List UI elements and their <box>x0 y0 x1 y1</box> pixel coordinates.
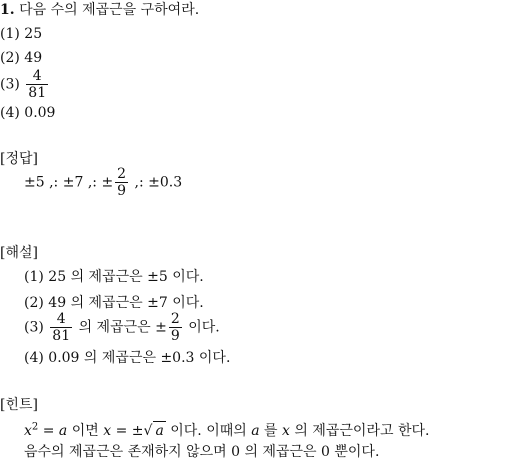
hint-line-2: 음수의 제곱근은 존재하지 않으며 0 의 제곱근은 0 뿐이다. <box>24 444 380 460</box>
math-var: x <box>282 423 290 439</box>
math-op: = ± <box>111 423 144 439</box>
line-result: ±0.3 <box>160 350 195 366</box>
fraction-numerator: 4 <box>26 68 48 85</box>
hint-text: 를 <box>259 423 283 439</box>
line-middle: 의 제곱근은 <box>78 319 151 336</box>
fraction <box>26 68 48 101</box>
problem-title-line <box>0 1 199 19</box>
math-var: a <box>155 423 164 439</box>
explanation-line-3 <box>24 311 220 344</box>
line-result: ±7 <box>147 295 168 311</box>
fraction-numerator: 2 <box>117 166 127 182</box>
answer-3-fraction <box>115 166 128 199</box>
answer-sep: ,: <box>87 174 97 191</box>
line-middle: 의 제곱근은 <box>70 269 143 285</box>
item-value: 25 <box>24 26 43 42</box>
line-middle: 의 제곱근은 <box>70 295 143 311</box>
explanation-line-2 <box>24 294 204 312</box>
answer-sep: ,: <box>49 174 59 191</box>
fraction-denominator: 9 <box>170 328 180 344</box>
fraction-denominator: 81 <box>52 328 71 344</box>
problem-number: 1. <box>0 2 15 18</box>
hint-text: 의 제곱근이라고 한다. <box>289 423 430 439</box>
math-var: x <box>103 423 112 439</box>
line-end: 이다. <box>172 269 204 285</box>
sqrt-icon: √ <box>143 423 153 439</box>
hint-line-1 <box>24 421 429 440</box>
hint-text: 이면 <box>67 423 104 439</box>
line-value: 0.09 <box>48 350 80 366</box>
line-label: (4) <box>24 350 44 366</box>
math-var: a <box>251 423 260 439</box>
line-middle: 의 제곱근은 <box>83 350 156 366</box>
problem-item-3 <box>0 68 50 101</box>
answer-sep: ,: <box>134 174 144 191</box>
fraction-numerator: 2 <box>170 311 180 327</box>
line-end: 이다. <box>172 295 204 311</box>
answer-line <box>24 166 182 199</box>
answer-2: ±7 <box>62 174 84 191</box>
line-value: 25 <box>48 269 67 285</box>
explanation-line-1 <box>24 268 204 286</box>
fraction-numerator: 4 <box>50 311 72 328</box>
math-var: a <box>58 423 68 439</box>
sqrt-radicand <box>153 421 165 440</box>
problem-item-1 <box>0 25 42 43</box>
answer-3-sign: ± <box>101 174 114 191</box>
math-op: = <box>38 423 59 439</box>
fraction-denominator: 9 <box>117 183 127 199</box>
explanation-line-4 <box>24 349 230 367</box>
answer-1: ±5 <box>24 174 45 191</box>
line-end: 이다. <box>198 350 231 366</box>
fraction <box>50 311 72 344</box>
problem-title: 다음 수의 제곱근을 구하여라. <box>19 2 200 18</box>
item-label: (1) <box>0 26 20 42</box>
line-label: (3) <box>24 319 44 336</box>
line-value: 49 <box>48 295 67 311</box>
hint-header: [힌트] <box>0 397 38 413</box>
hint-text: 이다. 이때의 <box>165 423 252 439</box>
problem-item-4 <box>0 104 55 122</box>
line-end: 이다. <box>188 319 220 336</box>
math-var: x <box>24 423 32 439</box>
item-value: 0.09 <box>24 105 56 121</box>
item-label: (3) <box>0 76 20 93</box>
problem-item-2 <box>0 49 42 67</box>
fraction-denominator: 81 <box>28 85 47 101</box>
fraction <box>169 311 182 344</box>
answer-header: [정답] <box>0 151 38 167</box>
math-exponent: 2 <box>31 421 39 433</box>
line-result: ±5 <box>147 269 168 285</box>
explanation-header: [해설] <box>0 245 38 261</box>
item-value: 49 <box>24 50 43 66</box>
line-sign: ± <box>155 319 167 336</box>
line-label: (2) <box>24 295 44 311</box>
item-label: (2) <box>0 50 20 66</box>
answer-4: ±0.3 <box>148 174 183 191</box>
line-label: (1) <box>24 269 44 285</box>
item-label: (4) <box>0 105 20 121</box>
